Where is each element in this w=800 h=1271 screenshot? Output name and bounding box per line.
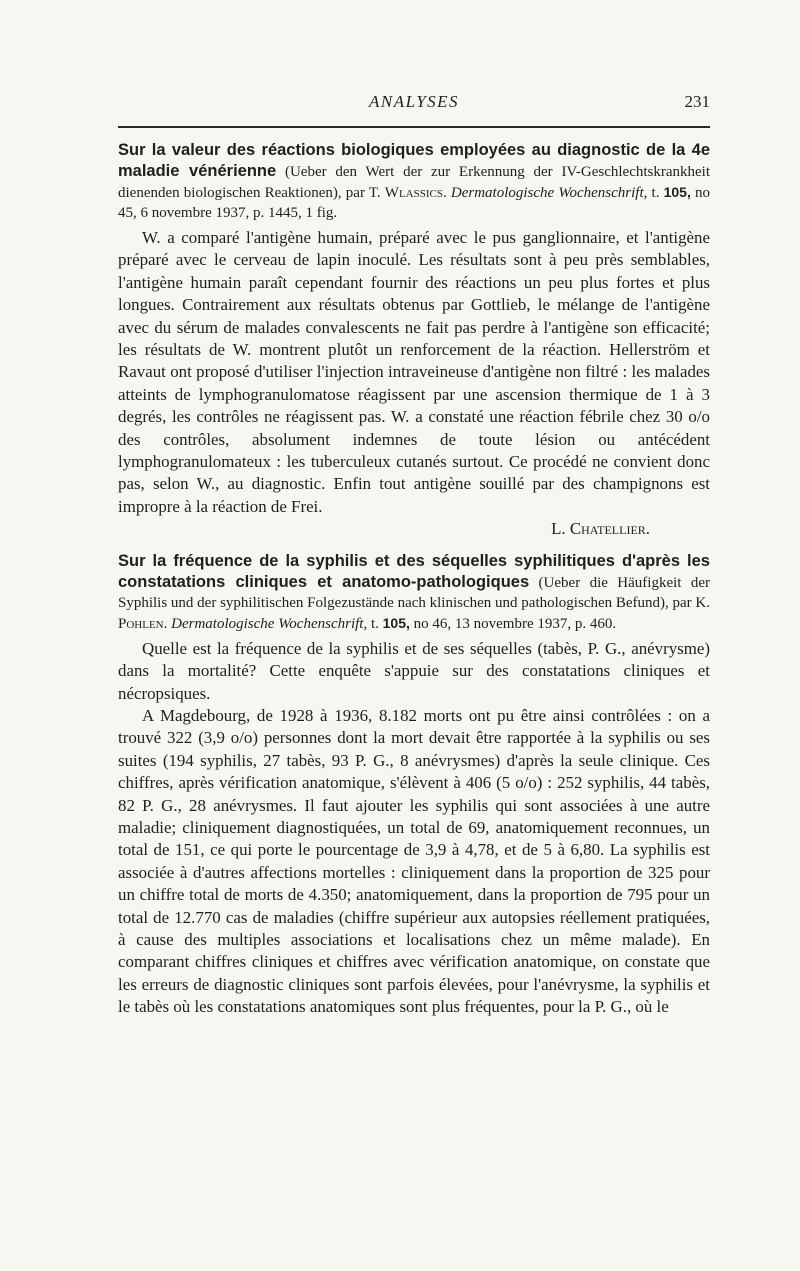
entry-body: W. a comparé l'antigène humain, préparé avec le pus ganglionnaire, et l'antigène préparé avec le cerveau de lapin inoculé. Les résultats sont à peu près semblables, l'antigène humain paraît cependant fournir des réactions un peu plus fortes et plus longues. Contrairement aux résultats obtenus par Gottlieb, le mélange de l'antigène avec du sérum de malades convalescents ne fait pas perdre à l'antigène son efficacité; les résultats de W. montrent plutôt un renforcement de la réaction. Hellerström et Ravaut ont proposé d'utiliser l'injection intraveineuse d'antigène non filtré : les malades atteints de lymphogranulomatose réagissent par une ascension thermique de 1 à 3 degrés, les contrôles ne réagissent pas. W. a constaté une réaction fébrile chez 30 o/o des contrôles, absolument indemnes de toute lésion ou antécédent lymphogranulomateux : les tuberculeux cutanés surtout. Ce procédé ne convient donc pas, selon W., au diagnostic. Enfin tout antigène souillé par des champignons est impropre à la réaction de Frei. [118,228,710,516]
signature-line [118,518,710,540]
entry-body-paragraph: Quelle est la fréquence de la syphilis et de ses séquelles (tabès, P. G., anévrysme) dans la mortalité? Cette enquête s'appuie sur des constatations cliniques et nécropsiques. [118,638,710,703]
reference-original-title: (Ueber den Wert der zur Erkennung der IV-Geschlechtskrankheit dienenden biologischen Reaktionen), par T. [118,164,711,201]
reference-details: no 45, 6 novembre 1937, p. 1445, 1 fig. [118,185,711,221]
running-header [118,86,710,116]
journal-name: Dermatologische Wochenschrift, [171,615,368,632]
review-entry-1 [118,140,710,541]
journal-name: Dermatologische Wochenschrift, [450,185,648,201]
reviewer-signature: L. Chatellier. [551,519,650,539]
reference-details: no 46, 13 novembre 1937, p. 460. [413,615,617,632]
entry-heading [118,140,710,223]
volume-number: 105, [663,184,691,200]
volume-number: 105, [382,614,410,631]
entry-title: Sur la fréquence de la syphilis et des séquelles syphilitiques d'après les constatations cliniques et anatomo-pathologiques [118,551,710,591]
running-title: ANALYSES [368,92,460,111]
volume-prefix: t. [651,185,660,201]
entry-heading [118,551,710,634]
page-body [118,140,710,1029]
page-number: 231 [684,92,710,111]
review-entry-2 [118,551,710,1019]
author-name: Pohlen. [118,615,168,632]
header-rule [118,126,710,128]
entry-title: Sur la valeur des réactions biologiques employées au diagnostic de la 4e maladie vénérienne [118,141,710,180]
author-name: Wlassics. [384,185,447,201]
entry-body-paragraph: A Magdebourg, de 1928 à 1936, 8.182 morts ont pu être ainsi contrôlées : on a trouvé 322 (3,9 o/o) personnes dont la mort devait être rapportée à la syphilis ou ses suites (194 syphilis, 27 tabès, 93 P. G., 8 anévrysmes) d'après la seule clinique. Ces chiffres, après vérification anatomique, s'élèvent à 406 (5 o/o) : 252 syphilis, 44 tabès, 82 P. G., 28 anévrysmes. Il faut ajouter les syphilis qui sont associées à une autre maladie; cliniquement diagnostiquées, un total de 69, anatomiquement reconnues, un total de 151, ce qui porte le pourcentage de 3,9 à 4,78, et de 5 à 6,80. La syphilis est associée à d'autres affections mortelles : cliniquement dans la proportion de 325 pour un chiffre total de morts de 4.350; anatomiquement, dans la proportion de 795 pour un total de 12.770 cas de maladies (chiffre supérieur aux autopsies réellement pratiquées, à cause des multiples associations et localisations chez un même malade). En comparant chiffres cliniques et chiffres avec vérification anatomique, on constate que les erreurs de diagnostic cliniques sont parfois élevées, pour l'anévrysme, la syphilis et le tabès où les constatations anatomiques sont plus fréquentes, pour la P. G., où le [118,705,710,1017]
volume-prefix: t. [370,615,379,632]
reference-original-title: (Ueber die Häufigkeit der Syphilis und der syphilitischen Folgezustände nach klinischen und pathologischen Befund), par K. [118,574,710,611]
